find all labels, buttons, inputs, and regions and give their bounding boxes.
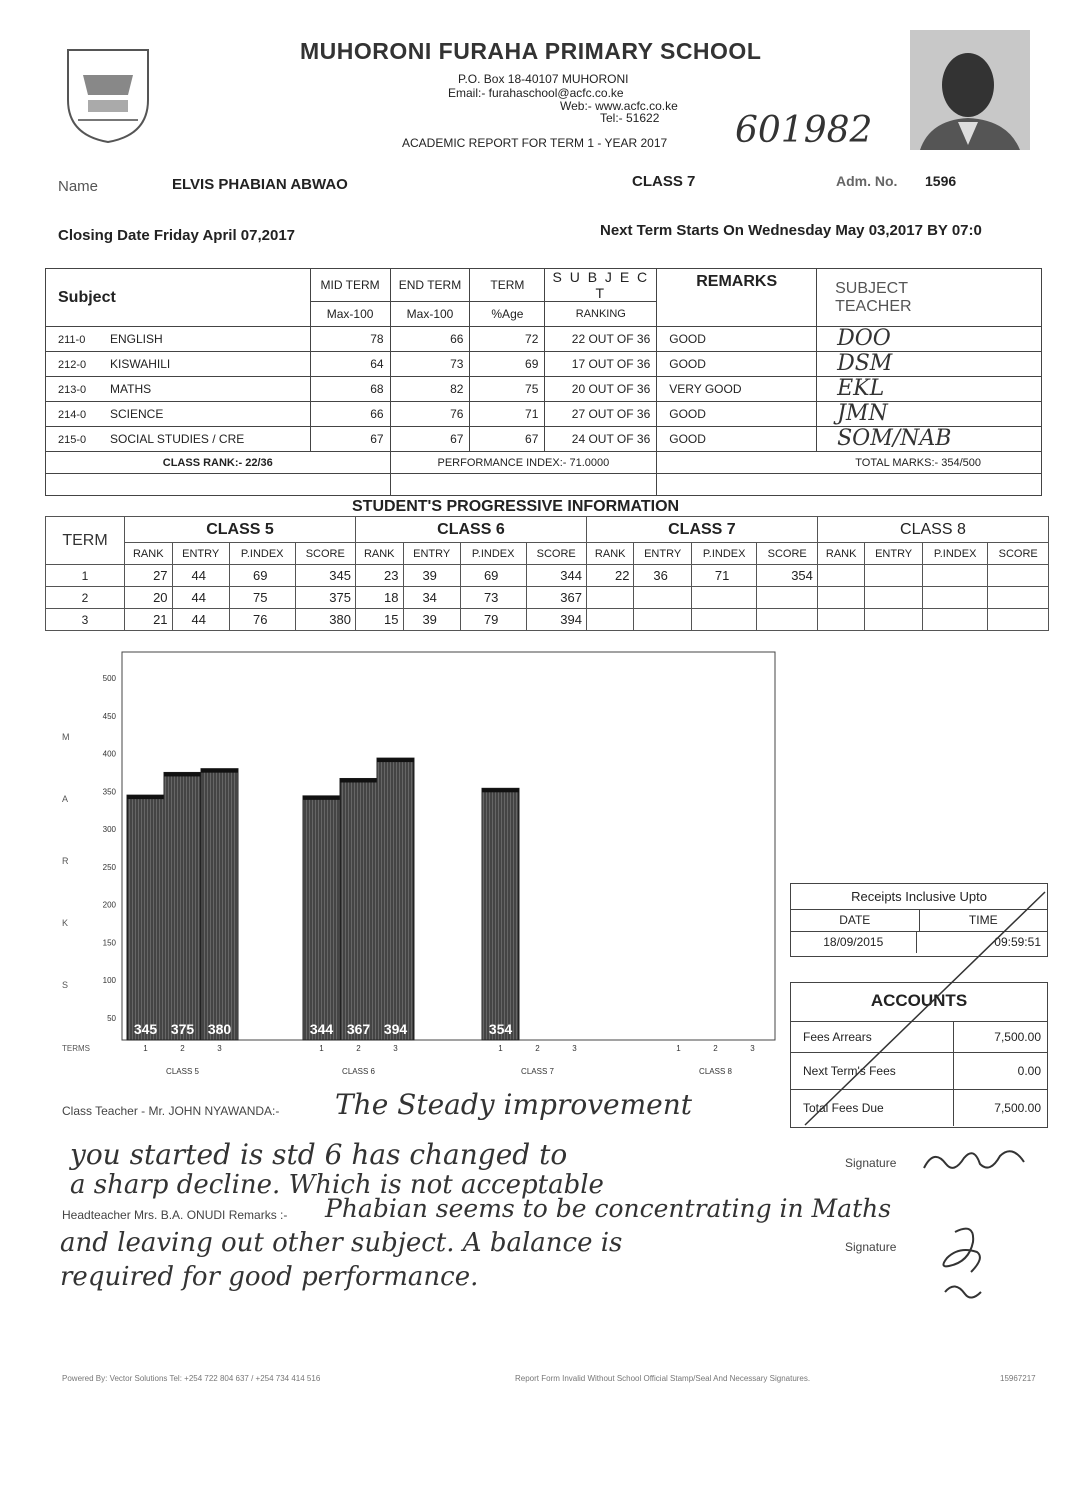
- x-term-tick: 3: [393, 1044, 398, 1053]
- col-end-term: END TERM: [390, 269, 470, 302]
- progress-cell: [817, 565, 865, 587]
- chart-svg: [40, 650, 780, 1090]
- receipts-title: Receipts Inclusive Upto: [791, 884, 1047, 910]
- headteacher-remark-1: Phabian seems to be concentrating in Maths: [325, 1194, 892, 1223]
- chart-bar-cap: [164, 772, 201, 776]
- bar-value-label: 375: [170, 1021, 195, 1037]
- progress-cell: [988, 587, 1049, 609]
- subject-rank: 20 OUT OF 36: [545, 377, 657, 402]
- y-axis-letter: S: [62, 980, 69, 990]
- school-web: Web:- www.acfc.co.ke: [560, 99, 678, 113]
- progress-subheader: P.INDEX: [229, 543, 295, 565]
- col-subject-ranking: S U B J E C T: [545, 269, 657, 302]
- y-tick-label: 400: [102, 749, 116, 759]
- progress-cell: 354: [757, 565, 817, 587]
- y-axis-letter: A: [62, 794, 69, 804]
- progress-subheader: SCORE: [526, 543, 586, 565]
- progress-table: [45, 516, 1049, 631]
- progress-subheader: RANK: [355, 543, 403, 565]
- progress-cell: [922, 565, 988, 587]
- progress-subheader: P.INDEX: [922, 543, 988, 565]
- headteacher-remark-2: and leaving out other subject. A balance is: [60, 1228, 623, 1258]
- col-remarks: REMARKS: [657, 269, 817, 327]
- y-axis-letter: K: [62, 918, 69, 928]
- school-tel: Tel:- 51622: [600, 111, 660, 125]
- progress-cell: [865, 609, 922, 631]
- class-teacher-remark-3: a sharp decline. Which is not acceptable: [70, 1170, 604, 1200]
- subject-remark: GOOD: [657, 427, 817, 452]
- chart-bar: [303, 796, 340, 1040]
- x-term-tick: 1: [498, 1044, 503, 1053]
- progress-subheader: ENTRY: [865, 543, 922, 565]
- subject-remark: VERY GOOD: [657, 377, 817, 402]
- progress-cell: [865, 587, 922, 609]
- footer-code: 15967217: [1000, 1374, 1036, 1383]
- progress-cell: 69: [229, 565, 295, 587]
- y-tick-label: 250: [102, 862, 116, 872]
- subject-code: 213-0: [58, 384, 87, 396]
- chart-bar-cap: [127, 795, 164, 799]
- progress-cell: [922, 609, 988, 631]
- term-percent: 72: [470, 327, 545, 352]
- y-tick-label: 50: [107, 1014, 116, 1023]
- col-teacher: SUBJECT: [835, 279, 908, 297]
- total-fees-label: Total Fees Due: [791, 1090, 954, 1126]
- subject-row: [46, 327, 1042, 352]
- subject-rank: 27 OUT OF 36: [545, 402, 657, 427]
- teacher-initials: JMN: [817, 402, 1042, 427]
- bar-value-label: 380: [207, 1021, 232, 1037]
- col-term: TERM: [470, 269, 545, 302]
- y-tick-label: 300: [102, 825, 116, 835]
- mid-max: Max-100: [310, 302, 390, 327]
- progress-cell: 39: [403, 565, 460, 587]
- x-term-tick: 1: [319, 1044, 324, 1053]
- progress-subheader: ENTRY: [172, 543, 229, 565]
- x-term-tick: 3: [572, 1044, 577, 1053]
- class-rank: CLASS RANK:- 22/36: [46, 452, 391, 474]
- class-teacher-signature: [920, 1140, 1030, 1184]
- progress-cell: [988, 565, 1049, 587]
- progress-cell: 75: [229, 587, 295, 609]
- chart-bar-cap: [377, 758, 414, 762]
- end-term-score: 66: [390, 327, 470, 352]
- mid-term-score: 64: [310, 352, 390, 377]
- headteacher-label: Headteacher Mrs. B.A. ONUDI Remarks :-: [62, 1208, 288, 1222]
- subjects-table: [45, 268, 1042, 496]
- mid-term-score: 66: [310, 402, 390, 427]
- chart-bar-cap: [340, 778, 377, 782]
- progress-cell: 344: [526, 565, 586, 587]
- bar-value-label: 367: [346, 1021, 371, 1037]
- report-title: ACADEMIC REPORT FOR TERM 1 - YEAR 2017: [402, 136, 668, 150]
- headteacher-remark-3: required for good performance.: [60, 1262, 479, 1292]
- progress-cell: [634, 587, 691, 609]
- chart-bar: [127, 795, 164, 1040]
- marks-chart: [40, 650, 780, 1090]
- progress-cell: [634, 609, 691, 631]
- total-marks: TOTAL MARKS:- 354/500: [657, 452, 1042, 474]
- cancel-slash: [800, 890, 1050, 1130]
- teacher-initials: SOM/NAB: [817, 427, 1042, 452]
- term-percent: 75: [470, 377, 545, 402]
- progress-subheader: P.INDEX: [460, 543, 526, 565]
- subject-row: [46, 427, 1042, 452]
- progress-row: [46, 609, 1049, 631]
- subjects-body: [46, 327, 1042, 452]
- school-email: Email:- furahaschool@acfc.co.ke: [448, 86, 624, 100]
- progress-cell: 44: [172, 609, 229, 631]
- chart-bar: [482, 788, 519, 1040]
- adm-label: Adm. No.: [836, 173, 898, 189]
- progress-term: 1: [46, 565, 125, 587]
- x-group-label: CLASS 5: [166, 1067, 199, 1076]
- teacher-initials: DOO: [817, 327, 1042, 352]
- handwritten-number: 601982: [735, 110, 873, 151]
- progress-cell: [691, 609, 757, 631]
- performance-index: PERFORMANCE INDEX:- 71.0000: [390, 452, 657, 474]
- progress-subheader: RANK: [817, 543, 865, 565]
- headteacher-signature: [935, 1222, 995, 1317]
- footer-vendor: Powered By: Vector Solutions Tel: +254 722 804 637 / +254 734 414 516: [62, 1374, 321, 1383]
- progress-cell: [865, 565, 922, 587]
- progress-row: [46, 565, 1049, 587]
- chart-bar-cap: [201, 769, 238, 773]
- school-logo: [58, 40, 158, 145]
- progress-cell: 367: [526, 587, 586, 609]
- end-max: Max-100: [390, 302, 470, 327]
- subject-name: SOCIAL STUDIES / CRE: [110, 432, 245, 446]
- signature-label-2: Signature: [845, 1240, 897, 1254]
- progress-cell: 71: [691, 565, 757, 587]
- chart-bar: [377, 758, 414, 1040]
- subject-code: 215-0: [58, 434, 87, 446]
- class8-header: CLASS 8: [817, 517, 1048, 543]
- progress-subheader: SCORE: [988, 543, 1049, 565]
- progress-cell: 27: [125, 565, 173, 587]
- end-term-score: 76: [390, 402, 470, 427]
- progress-subheader: RANK: [586, 543, 634, 565]
- student-name: ELVIS PHABIAN ABWAO: [172, 176, 348, 193]
- footer-validity: Report Form Invalid Without School Official Stamp/Seal And Necessary Signatures.: [515, 1374, 811, 1383]
- progress-cell: 21: [125, 609, 173, 631]
- mid-term-score: 78: [310, 327, 390, 352]
- x-axis-label: TERMS: [62, 1044, 90, 1053]
- mid-term-score: 68: [310, 377, 390, 402]
- y-axis-letter: R: [62, 856, 69, 866]
- progress-title: STUDENT'S PROGRESSIVE INFORMATION: [352, 498, 680, 515]
- adm-number: 1596: [925, 173, 957, 189]
- end-term-score: 73: [390, 352, 470, 377]
- progress-cell: 44: [172, 587, 229, 609]
- progress-cell: 39: [403, 609, 460, 631]
- progress-cell: 76: [229, 609, 295, 631]
- progress-row: [46, 587, 1049, 609]
- subject-row: [46, 402, 1042, 427]
- progress-cell: 79: [460, 609, 526, 631]
- progress-term: 2: [46, 587, 125, 609]
- bar-value-label: 345: [133, 1021, 158, 1037]
- progress-cell: 394: [526, 609, 586, 631]
- term-pct: %Age: [470, 302, 545, 327]
- progress-cell: 69: [460, 565, 526, 587]
- subject-rank: 24 OUT OF 36: [545, 427, 657, 452]
- x-term-tick: 1: [143, 1044, 148, 1053]
- col-subject: Subject: [46, 269, 311, 327]
- y-tick-label: 350: [102, 787, 116, 797]
- progress-cell: [817, 587, 865, 609]
- progress-cell: [586, 609, 634, 631]
- teacher-initials: EKL: [817, 377, 1042, 402]
- subject-name: KISWAHILI: [110, 357, 171, 371]
- x-term-tick: 2: [713, 1044, 718, 1053]
- progress-cell: [817, 609, 865, 631]
- progress-cell: 18: [355, 587, 403, 609]
- class-teacher-remark-1: The Steady improvement: [335, 1088, 692, 1121]
- progress-subheader: ENTRY: [634, 543, 691, 565]
- subject-code: 212-0: [58, 359, 87, 371]
- next-term-fees-value: 0.00: [1017, 1064, 1041, 1078]
- x-term-tick: 2: [356, 1044, 361, 1053]
- chart-bar: [340, 778, 377, 1040]
- class7-header: CLASS 7: [586, 517, 817, 543]
- next-term-date: Next Term Starts On Wednesday May 03,2017 BY 07:0: [600, 222, 982, 239]
- student-photo: [910, 30, 1030, 150]
- progress-cell: [922, 587, 988, 609]
- progress-cell: [757, 609, 817, 631]
- x-term-tick: 2: [535, 1044, 540, 1053]
- mid-term-score: 67: [310, 427, 390, 452]
- end-term-score: 82: [390, 377, 470, 402]
- teacher-initials: DSM: [817, 352, 1042, 377]
- subject-remark: GOOD: [657, 402, 817, 427]
- progress-cell: [691, 587, 757, 609]
- accounts-title: ACCOUNTS: [870, 991, 968, 1010]
- y-tick-label: 200: [102, 900, 116, 910]
- fees-arrears-value: 7,500.00: [994, 1030, 1041, 1044]
- progress-subheader: RANK: [125, 543, 173, 565]
- col-mid-term: MID TERM: [310, 269, 390, 302]
- student-class: CLASS 7: [632, 173, 696, 190]
- chart-bar-cap: [303, 796, 340, 800]
- subject-name: ENGLISH: [110, 332, 163, 346]
- x-term-tick: 2: [180, 1044, 185, 1053]
- subject-name: SCIENCE: [110, 407, 164, 421]
- school-po-box: P.O. Box 18-40107 MUHORONI: [458, 72, 629, 86]
- subject-rank: 17 OUT OF 36: [545, 352, 657, 377]
- class-teacher-remark-2: you started is std 6 has changed to: [70, 1138, 568, 1171]
- receipts-date: 18/09/2015: [791, 932, 917, 953]
- progress-subheader: ENTRY: [403, 543, 460, 565]
- subject-code: 211-0: [58, 334, 86, 346]
- progress-cell: 22: [586, 565, 634, 587]
- bar-value-label: 344: [309, 1021, 334, 1037]
- chart-bar: [201, 769, 238, 1040]
- receipts-time-label: TIME: [968, 913, 998, 927]
- closing-date: Closing Date Friday April 07,2017: [58, 227, 296, 244]
- progress-cell: 375: [295, 587, 355, 609]
- subject-name: MATHS: [110, 382, 152, 396]
- progress-cell: 34: [403, 587, 460, 609]
- end-term-score: 67: [390, 427, 470, 452]
- subject-code: 214-0: [58, 409, 87, 421]
- chart-bar-cap: [482, 788, 519, 792]
- subject-remark: GOOD: [657, 327, 817, 352]
- bar-value-label: 354: [488, 1021, 513, 1037]
- y-tick-label: 500: [102, 674, 116, 683]
- y-tick-label: 450: [102, 711, 116, 721]
- progress-subheader: P.INDEX: [691, 543, 757, 565]
- progress-term: 3: [46, 609, 125, 631]
- progress-cell: 23: [355, 565, 403, 587]
- term-percent: 71: [470, 402, 545, 427]
- next-term-fees-label: Next Term's Fees: [791, 1053, 954, 1089]
- class6-header: CLASS 6: [355, 517, 586, 543]
- progress-cell: 20: [125, 587, 173, 609]
- receipts-date-label: DATE: [791, 910, 920, 931]
- x-group-label: CLASS 8: [699, 1067, 732, 1076]
- school-name: MUHORONI FURAHA PRIMARY SCHOOL: [300, 38, 762, 64]
- class-teacher-label: Class Teacher - Mr. JOHN NYAWANDA:-: [62, 1104, 280, 1118]
- progress-cell: 380: [295, 609, 355, 631]
- term-percent: 67: [470, 427, 545, 452]
- x-group-label: CLASS 6: [342, 1067, 375, 1076]
- total-fees-value: 7,500.00: [994, 1101, 1041, 1115]
- progress-cell: [586, 587, 634, 609]
- term-percent: 69: [470, 352, 545, 377]
- progress-subheader: SCORE: [757, 543, 817, 565]
- subject-rank: 22 OUT OF 36: [545, 327, 657, 352]
- subject-row: [46, 352, 1042, 377]
- progress-cell: 44: [172, 565, 229, 587]
- x-term-tick: 3: [750, 1044, 755, 1053]
- subject-remark: GOOD: [657, 352, 817, 377]
- x-term-tick: 1: [676, 1044, 681, 1053]
- class5-header: CLASS 5: [125, 517, 356, 543]
- y-tick-label: 100: [102, 976, 116, 986]
- name-label: Name: [58, 178, 99, 195]
- chart-bar: [164, 772, 201, 1040]
- signature-label-1: Signature: [845, 1156, 897, 1170]
- subject-row: [46, 377, 1042, 402]
- fees-arrears-label: Fees Arrears: [791, 1022, 954, 1052]
- progress-cell: [988, 609, 1049, 631]
- progress-cell: 15: [355, 609, 403, 631]
- progress-cell: 345: [295, 565, 355, 587]
- progress-cell: 36: [634, 565, 691, 587]
- progress-subheader: SCORE: [295, 543, 355, 565]
- bar-value-label: 394: [383, 1021, 408, 1037]
- x-group-label: CLASS 7: [521, 1067, 554, 1076]
- y-tick-label: 150: [102, 938, 116, 948]
- progress-cell: 73: [460, 587, 526, 609]
- term-header: TERM: [46, 517, 125, 565]
- x-term-tick: 3: [217, 1044, 222, 1053]
- col-teacher-2: TEACHER: [835, 297, 912, 315]
- ranking-label: RANKING: [545, 302, 657, 327]
- y-axis-letter: M: [62, 732, 70, 742]
- progress-cell: [757, 587, 817, 609]
- receipts-time: 09:59:51: [994, 935, 1041, 949]
